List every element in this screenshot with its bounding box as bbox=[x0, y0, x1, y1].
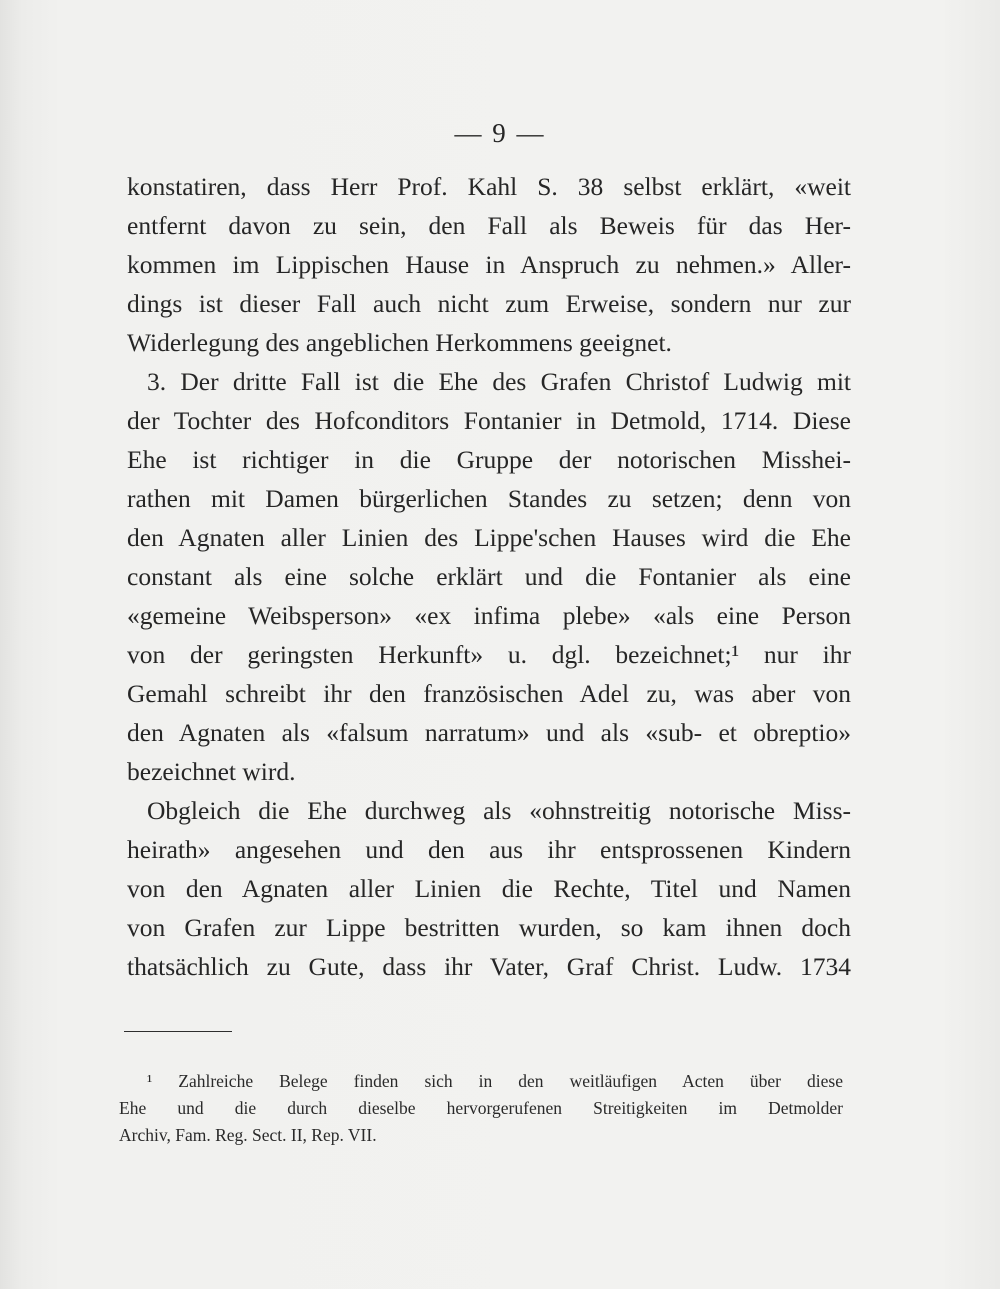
text-line: Ehe ist richtiger in die Gruppe der notorischen Misshei- bbox=[127, 445, 851, 474]
text-line: «gemeine Weibsperson» «ex infima plebe» «als eine Person bbox=[127, 601, 851, 630]
text-line: Widerlegung des angeblichen Herkommens geeignet. bbox=[127, 328, 672, 357]
text-line: rathen mit Damen bürgerlichen Standes zu setzen; denn von bbox=[127, 484, 851, 513]
text-line: entfernt davon zu sein, den Fall als Beweis für das Her- bbox=[127, 211, 851, 240]
text-line: dings ist dieser Fall auch nicht zum Erweise, sondern nur zur bbox=[127, 289, 851, 318]
text-line: 3. Der dritte Fall ist die Ehe des Grafen Christof Ludwig mit bbox=[147, 367, 851, 396]
text-line: thatsächlich zu Gute, dass ihr Vater, Graf Christ. Ludw. 1734 bbox=[127, 952, 851, 981]
text-line: bezeichnet wird. bbox=[127, 757, 296, 786]
text-line: kommen im Lippischen Hause in Anspruch zu nehmen.» Aller- bbox=[127, 250, 851, 279]
text-line: Obgleich die Ehe durchweg als «ohnstreitig notorische Miss- bbox=[147, 796, 851, 825]
footnote-line: ¹ Zahlreiche Belege finden sich in den weitläufigen Acten über diese bbox=[147, 1071, 843, 1091]
footnote-line: Archiv, Fam. Reg. Sect. II, Rep. VII. bbox=[119, 1125, 377, 1145]
text-line: heirath» angesehen und den aus ihr entsprossenen Kindern bbox=[127, 835, 851, 864]
footnote-line: Ehe und die durch dieselbe hervorgerufenen Streitigkeiten im Detmolder bbox=[119, 1098, 843, 1118]
text-line: constant als eine solche erklärt und die Fontanier als eine bbox=[127, 562, 851, 591]
page-number: — 9 — bbox=[454, 118, 546, 148]
text-line: den Agnaten aller Linien des Lippe'schen Hauses wird die Ehe bbox=[127, 523, 851, 552]
text-line: Gemahl schreibt ihr den französischen Adel zu, was aber von bbox=[127, 679, 851, 708]
text-line: von Grafen zur Lippe bestritten wurden, so kam ihnen doch bbox=[127, 913, 851, 942]
text-line: den Agnaten als «falsum narratum» und als «sub- et obreptio» bbox=[127, 718, 851, 747]
text-line: konstatiren, dass Herr Prof. Kahl S. 38 selbst erklärt, «weit bbox=[127, 172, 851, 201]
text-line: der Tochter des Hofconditors Fontanier in Detmold, 1714. Diese bbox=[127, 406, 851, 435]
text-line: von der geringsten Herkunft» u. dgl. bezeichnet;¹ nur ihr bbox=[127, 640, 851, 669]
footnote-rule bbox=[124, 1031, 232, 1032]
text-line: von den Agnaten aller Linien die Rechte, Titel und Namen bbox=[127, 874, 851, 903]
